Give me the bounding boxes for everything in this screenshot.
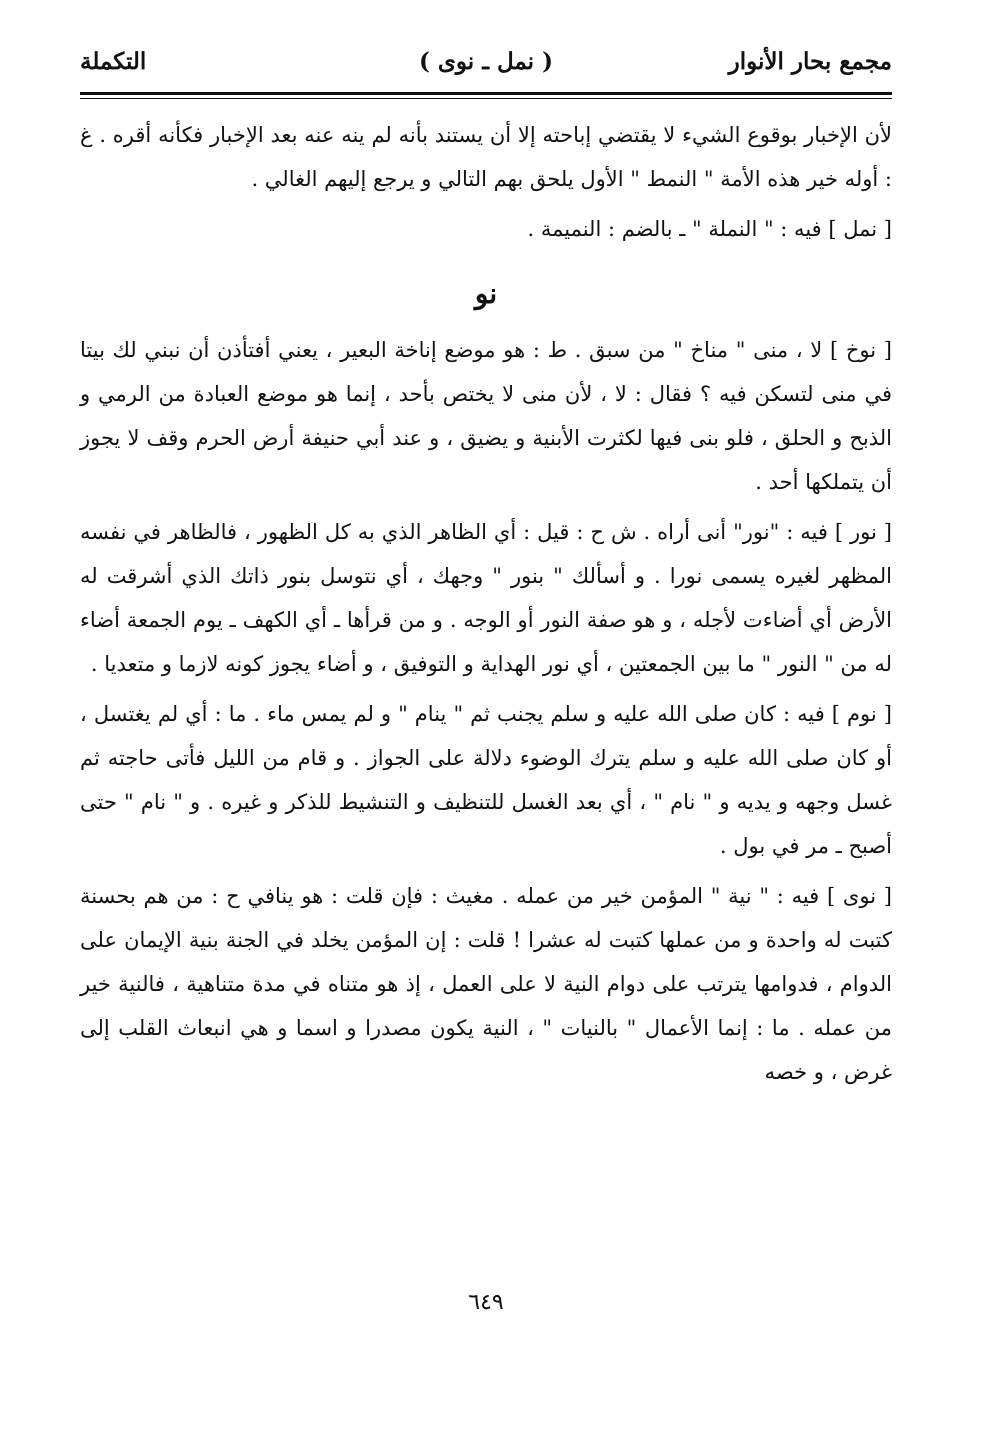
header-rule-thin bbox=[80, 98, 892, 99]
entry-nawkh: [ نوخ ] لا ، منى " مناخ " من سبق . ط : هو موضع إناخة البعير ، يعني أفتأذن أن نبني لك بيتا في منى لتسكن فيه ؟ فقال : لا ، لأن منى لا يختص بأحد ، إنما هو موضع العبادة من الرمي و الذبح و الحلق ، فلو بنى فيها لكثرت الأبنية و يضيق ، و عند أبي حنيفة أرض الحرم وقف لا يجوز أن يتملكها أحد . bbox=[80, 338, 892, 494]
entry-nur: [ نور ] فيه : "نور" أنى أراه . ش ح : قيل : أي الظاهر الذي به كل الظهور ، فالظاهر في نفسه المظهر لغيره يسمى نورا . و أسألك " بنور " وجهك ، أي نتوسل بنور ذاتك الذي أشرقت له الأرض أي أضاءت لأجله ، و هو صفة النور أو الوجه . و من قرأها ـ أي الكهف ـ يوم الجمعة أضاء له من " النور " ما بين الجمعتين ، أي نور الهداية و التوفيق ، و أضاء يجوز كونه لازما و متعديا . bbox=[80, 520, 892, 676]
paragraph-continuation: لأن الإخبار بوقوع الشيء لا يقتضي إباحته إلا أن يستند بأنه لم ينه عنه بعد الإخبار فكأنه أقره . غ : أوله خير هذه الأمة " النمط " الأول يلحق بهم التالي و يرجع إليهم الغالي . bbox=[80, 123, 892, 191]
entry-naml: [ نمل ] فيه : " النملة " ـ بالضم : النميمة . bbox=[527, 217, 892, 241]
entry-nawa: [ نوى ] فيه : " نية " المؤمن خير من عمله . مغيث : فإن قلت : هو ينافي ح : من هم بحسنة كتبت له واحدة و من عملها كتبت له عشرا ! قلت : إن المؤمن يخلد في الجنة بنية الإيمان على الدوام ، فدوامها يترتب على دوام النية لا على العمل ، إذ هو متناه في مدة متناهية ، فالنية خير من عمله . ما : إنما الأعمال " بالنيات " ، النية يكون مصدرا و اسما و هي انبعاث القلب إلى غرض ، و خصه bbox=[80, 884, 892, 1084]
running-header bbox=[80, 40, 892, 92]
page-number: ٦٤٩ bbox=[468, 1290, 504, 1315]
header-rule-thick bbox=[80, 92, 892, 95]
entry-nawm: [ نوم ] فيه : كان صلى الله عليه و سلم يجنب ثم " ينام " و لم يمس ماء . ما : أي لم يغتسل ، أو كان صلى الله عليه و سلم يترك الوضوء دلالة على الجواز . و قام من الليل فأتى حاجته ثم غسل وجهه و يديه و " نام " ، أي بعد الغسل للتنظيف و التنشيط للذكر و غيره . و " نام " حتى أصبح ـ مر في بول . bbox=[80, 702, 892, 858]
section-heading: نو bbox=[474, 277, 498, 310]
book-title: مجمع بحار الأنوار bbox=[728, 48, 892, 75]
supplement-label: التكملة bbox=[80, 48, 147, 75]
entries-range: ( نمل ـ نوى ) bbox=[419, 48, 553, 75]
document-page bbox=[80, 40, 892, 1380]
body-text bbox=[80, 113, 892, 1094]
